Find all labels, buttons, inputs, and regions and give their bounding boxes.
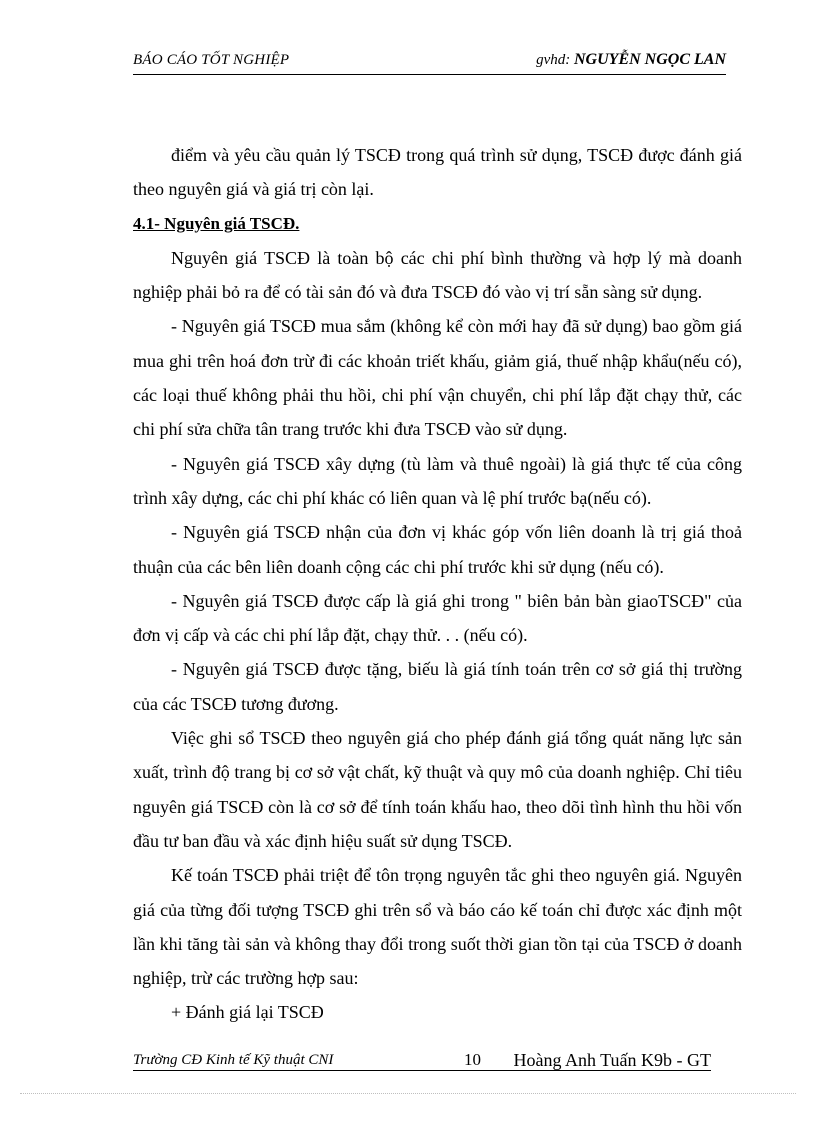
paragraph-revaluation-case: + Đánh giá lại TSCĐ <box>171 1002 324 1023</box>
paragraph-purchased-assets: - Nguyên giá TSCĐ mua sắm (không kể còn mới hay đã sử dụng) bao gồm giá mua ghi trên hoá đơn trừ đi các khoản triết khấu, giảm giá, thuế nhập khẩu(nếu có), các loại thuế không phải thu hồi, chi phí vận chuyển, chi phí lắp đặt chạy thử, các chi phí sửa chữa tân trang trước khi đưa TSCĐ vào sử dụng. <box>133 316 742 440</box>
footer-author: Hoàng Anh Tuấn K9b - GT <box>513 1050 711 1070</box>
paragraph-definition: Nguyên giá TSCĐ là toàn bộ các chi phí bình thường và hợp lý mà doanh nghiệp phải bỏ ra để có tài sản đó và đưa TSCĐ đó vào vị trí sẵn sàng sử dụng. <box>133 247 742 303</box>
body-content <box>133 138 742 1030</box>
paragraph-intro: điểm và yêu cầu quản lý TSCĐ trong quá trình sử dụng, TSCĐ được đánh giá theo nguyên giá và giá trị còn lại. <box>133 145 742 200</box>
header-report-title: BÁO CÁO TỐT NGHIỆP <box>133 52 290 68</box>
section-heading: 4.1- Nguyên giá TSCĐ. <box>133 213 300 233</box>
page-bottom-edge <box>20 1093 796 1094</box>
header-supervisor-prefix: gvhd: <box>536 52 574 68</box>
paragraph-constructed-assets: - Nguyên giá TSCĐ xây dựng (tù làm và thuê ngoài) là giá thực tế của công trình xây dựng, các chi phí khác có liên quan và lệ phí trước bạ(nếu có). <box>133 453 742 508</box>
paragraph-donated-assets: - Nguyên giá TSCĐ được tặng, biếu là giá tính toán trên cơ sở giá thị trường của các TSCĐ tương đương. <box>133 659 742 714</box>
page-footer <box>133 1048 711 1071</box>
header-supervisor <box>536 51 726 69</box>
paragraph-recording-principle: Kế toán TSCĐ phải triệt để tôn trọng nguyên tắc ghi theo nguyên giá. Nguyên giá của từng đối tượng TSCĐ ghi trên sổ và báo cáo kế toán chỉ được xác định một lần khi tăng tài sản và không thay đổi trong suốt thời gian tồn tại của TSCĐ ở doanh nghiệp, trừ các trường hợp sau: <box>133 865 742 989</box>
paragraph-recording-purpose: Việc ghi sổ TSCĐ theo nguyên giá cho phép đánh giá tổng quát năng lực sản xuất, trình độ trang bị cơ sở vật chất, kỹ thuật và quy mô của doanh nghiệp. Chỉ tiêu nguyên giá TSCĐ còn là cơ sở để tính toán khấu hao, theo dõi tình hình thu hồi vốn đầu tư ban đầu và xác định hiệu suất sử dụng TSCĐ. <box>133 728 742 851</box>
footer-school: Trường CĐ Kinh tế Kỹ thuật CNI <box>133 1052 334 1068</box>
page-header <box>133 50 726 75</box>
page-number: 10 <box>464 1050 481 1069</box>
header-supervisor-name: NGUYỄN NGỌC LAN <box>574 51 726 68</box>
paragraph-allocated-assets: - Nguyên giá TSCĐ được cấp là giá ghi trong " biên bản bàn giaoTSCĐ" của đơn vị cấp và các chi phí lắp đặt, chạy thử. . . (nếu có). <box>133 590 742 646</box>
paragraph-contributed-assets: - Nguyên giá TSCĐ nhận của đơn vị khác góp vốn liên doanh là trị giá thoả thuận của các bên liên doanh cộng các chi phí trước khi sử dụng (nếu có). <box>133 522 742 577</box>
